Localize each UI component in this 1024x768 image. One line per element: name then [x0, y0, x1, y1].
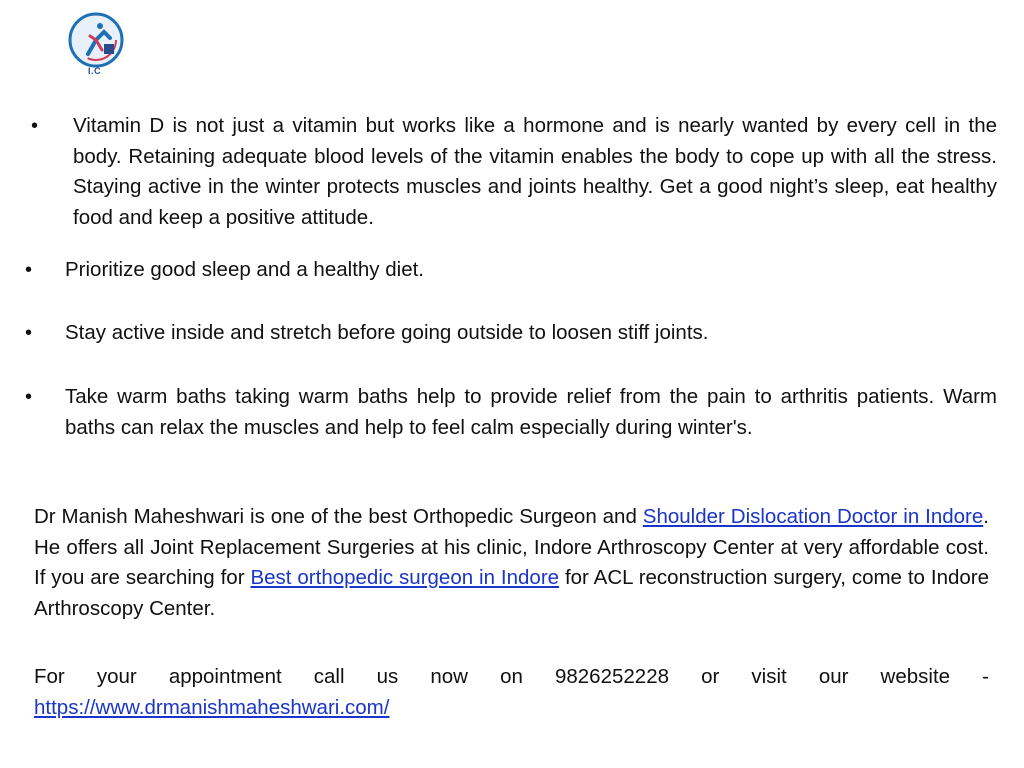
shoulder-dislocation-link[interactable]: Shoulder Dislocation Doctor in Indore: [642, 505, 984, 528]
bullet-marker: •: [25, 322, 33, 344]
website-link[interactable]: https://www.drmanishmaheshwari.com/: [34, 695, 390, 719]
logo-caption: I.C: [88, 66, 102, 76]
bullet-marker: •: [31, 115, 39, 137]
bullet-item-stay-active: Stay active inside and stretch before going outside to loosen stiff joints.: [65, 321, 709, 344]
appointment-text: For your appointment call us now on 9826252228 or visit our website -: [34, 665, 989, 688]
appointment-paragraph: [34, 662, 989, 723]
bullet-marker: •: [25, 386, 33, 408]
bullet-item-vitamin-d: Vitamin D is not just a vitamin but works like a hormone and is nearly wanted by every cell in the body. Retaining adequate blood levels of the vitamin enables the body to cope up with all the stress. Staying active in the winter protects muscles and joints healthy. Get a good night’s sleep, eat healthy food and keep a positive attitude.: [73, 114, 997, 229]
paragraph-text: . He offers all Joint Replacement Surgeries at his clinic, Indore Arthroscopy Center at very affordable cost. If you are searching for: [34, 505, 989, 590]
paragraph-text: for ACL reconstruction surgery, come to Indore Arthroscopy Center.: [34, 566, 989, 620]
bullet-item-sleep-diet: Prioritize good sleep and a healthy diet.: [65, 258, 424, 281]
bullet-marker: •: [25, 259, 33, 281]
doctor-info-paragraph: [34, 502, 989, 624]
paragraph-text: Dr Manish Maheshwari is one of the best Orthopedic Surgeon and: [34, 505, 643, 528]
bullet-item-warm-baths: Take warm baths taking warm baths help to provide relief from the pain to arthritis patients. Warm baths can relax the muscles and help to feel calm especially during winter's.: [65, 385, 997, 439]
best-orthopedic-surgeon-link[interactable]: Best orthopedic surgeon in Indore: [250, 566, 560, 590]
